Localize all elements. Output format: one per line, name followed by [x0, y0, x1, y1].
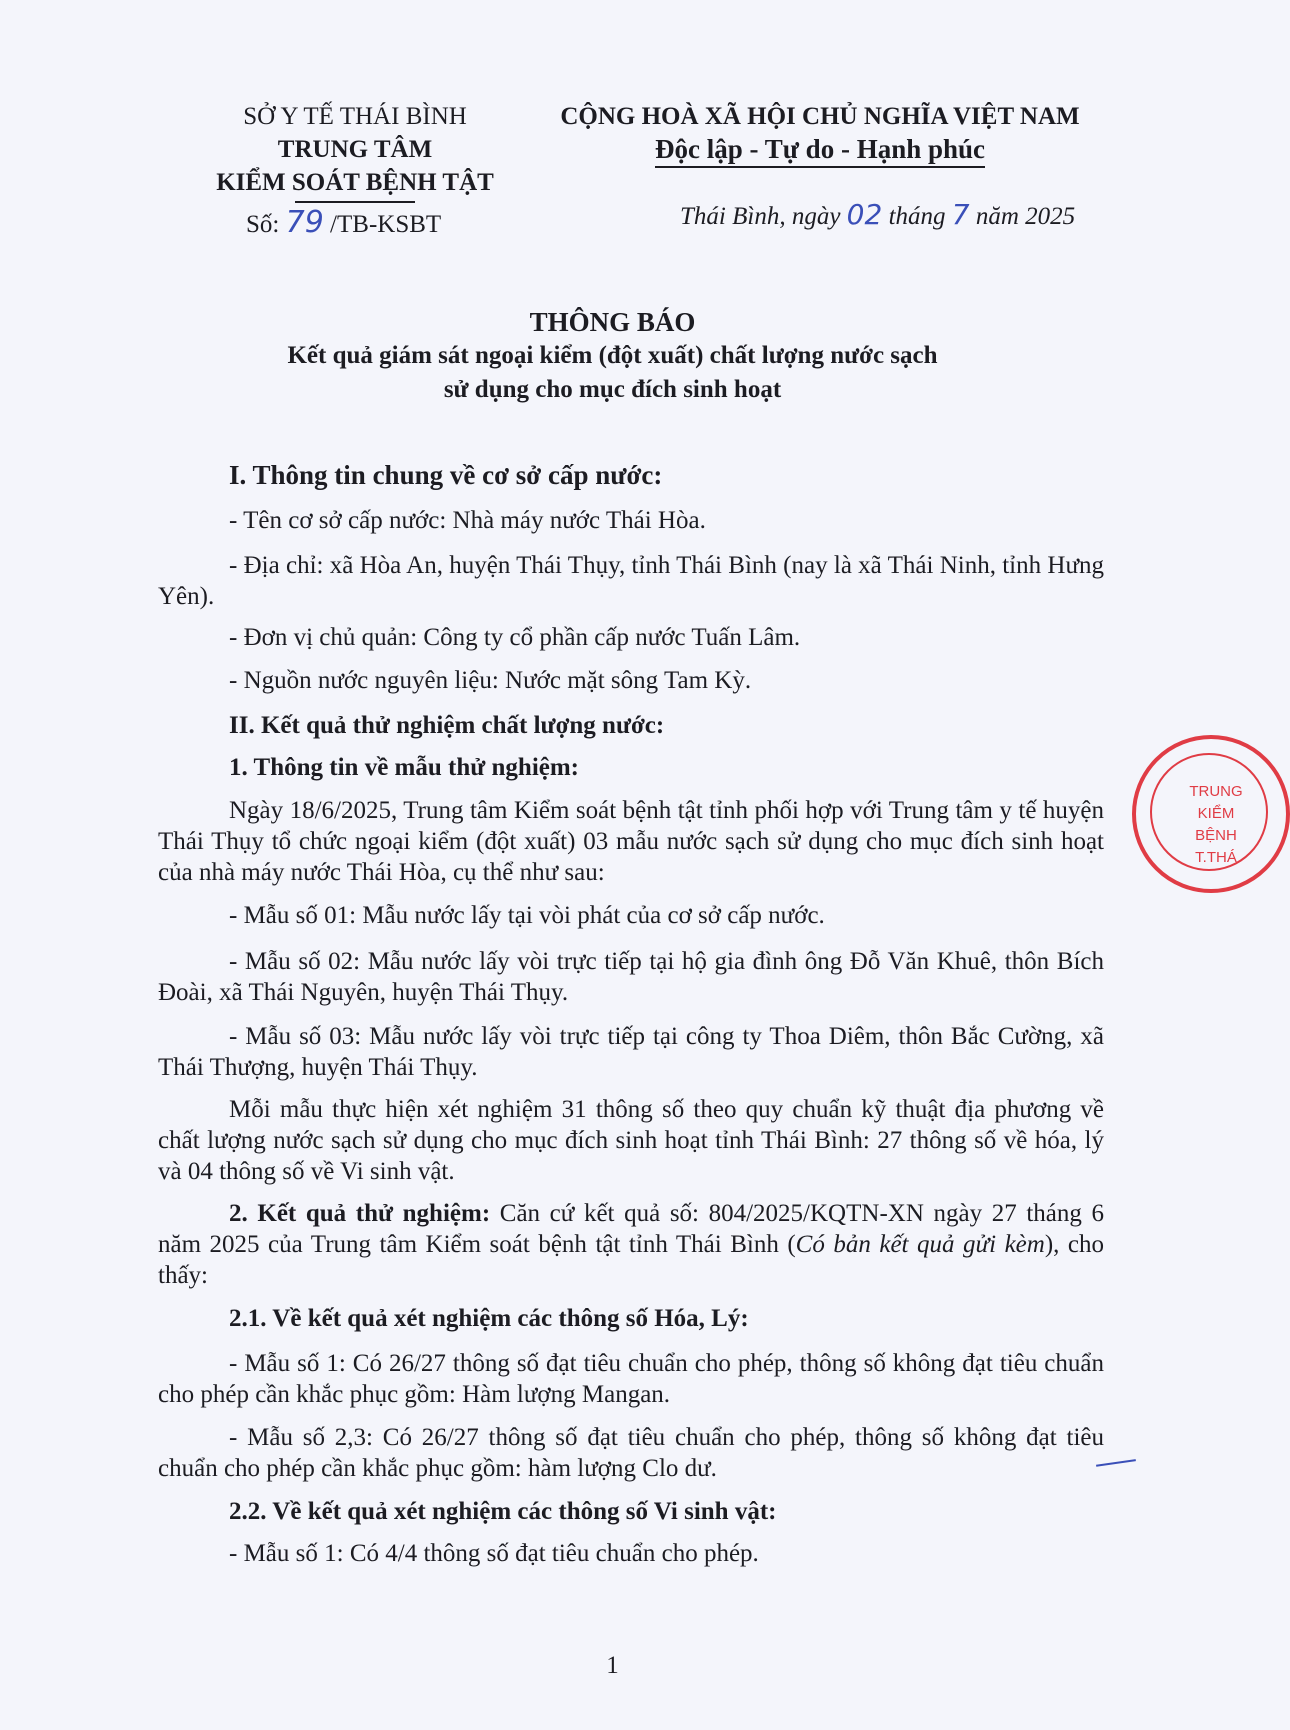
- sub2-text-a: Căn cứ kết quả số: 804/2025/KQTN-XN ngày 27 tháng 6 năm 2025 của Trung tâm Kiểm soát bệnh tật tỉnh Thái Bình (: [158, 1200, 1104, 1258]
- sub2-paragraph: [158, 1198, 1104, 1291]
- parameters-paragraph: Mỗi mẫu thực hiện xét nghiệm 31 thông số theo quy chuẩn kỹ thuật địa phương về chất lượng nước sạch sử dụng cho mục đích sinh hoạt tỉnh Thái Bình: 27 thông số về hóa, lý và 04 thông số về Vi sinh vật.: [158, 1096, 1104, 1185]
- date-day-handwritten: 02: [846, 198, 883, 231]
- sub22-heading: 2.2. Về kết quả xét nghiệm các thông số Vi sinh vật:: [229, 1498, 777, 1525]
- sub21-heading: 2.1. Về kết quả xét nghiệm các thông số Hóa, Lý:: [229, 1305, 749, 1332]
- department-name: SỞ Y TẾ THÁI BÌNH: [243, 103, 467, 130]
- micro-sample1: - Mẫu số 1: Có 4/4 thông số đạt tiêu chuẩn cho phép.: [229, 1540, 759, 1567]
- sub2-text-b: ), cho thấy:: [158, 1231, 1105, 1289]
- sub2-text-italic: Có bản kết quả gửi kèm: [795, 1231, 1045, 1258]
- title-line3: sử dụng cho mục đích sinh hoạt: [443, 376, 782, 403]
- facility-address: - Địa chỉ: xã Hòa An, huyện Thái Thụy, tỉnh Thái Bình (nay là xã Thái Ninh, tỉnh Hưng Yên).: [158, 552, 1104, 610]
- sample2: - Mẫu số 02: Mẫu nước lấy vòi trực tiếp tại hộ gia đình ông Đỗ Văn Khuê, thôn Bích Đoài, xã Thái Nguyên, huyện Thái Thụy.: [158, 948, 1104, 1006]
- number-handwritten: 79: [285, 205, 324, 240]
- section1-heading: I. Thông tin chung về cơ sở cấp nước:: [229, 460, 663, 490]
- number-suffix: /TB-KSBT: [330, 211, 442, 238]
- stamp-text-3: BỆNH: [1195, 827, 1237, 844]
- organization-line1: TRUNG TÂM: [277, 136, 433, 163]
- stamp-text-2: KIỂM: [1197, 805, 1235, 822]
- stamp-text-4: T.THÁ: [1195, 849, 1237, 866]
- number-prefix: Số:: [246, 211, 280, 238]
- section2-heading: II. Kết quả thử nghiệm chất lượng nước:: [229, 712, 665, 739]
- page-number: 1: [606, 1652, 619, 1679]
- sub1-heading: 1. Thông tin về mẫu thử nghiệm:: [229, 754, 580, 781]
- sub2-heading: 2. Kết quả thử nghiệm:: [229, 1200, 491, 1227]
- document-number: [246, 206, 441, 242]
- facility-owner: - Đơn vị chủ quản: Công ty cổ phần cấp nước Tuấn Lâm.: [229, 624, 801, 651]
- document-title: THÔNG BÁO: [529, 307, 696, 337]
- chem-sample23: - Mẫu số 2,3: Có 26/27 thông số đạt tiêu chuẩn cho phép, thông số không đạt tiêu chuẩn cho phép cần khắc phục gồm: hàm lượng Clo dư.: [158, 1424, 1104, 1482]
- header-left: [190, 100, 520, 203]
- official-stamp: [1132, 735, 1290, 893]
- water-source: - Nguồn nước nguyên liệu: Nước mặt sông Tam Kỳ.: [229, 667, 752, 694]
- organization-line2: KIỂM SOÁT BỆNH TẬT: [216, 169, 494, 196]
- sample1: - Mẫu số 01: Mẫu nước lấy tại vòi phát của cơ sở cấp nước.: [229, 902, 825, 929]
- date-year: năm 2025: [975, 203, 1076, 230]
- stamp-text-1: TRUNG: [1189, 783, 1243, 800]
- sub1-intro: Ngày 18/6/2025, Trung tâm Kiểm soát bệnh tật tỉnh phối hợp với Trung tâm y tế huyện Thái Thụy tổ chức ngoại kiểm (đột xuất) 03 mẫu nước sạch sử dụng cho mục đích sinh hoạt của nhà máy nước Thái Hòa, cụ thể như sau:: [158, 797, 1104, 886]
- motto: Độc lập - Tự do - Hạnh phúc: [655, 133, 985, 168]
- date-place: Thái Bình, ngày: [680, 203, 841, 230]
- header-right: [555, 100, 1085, 168]
- header-left-underline: [295, 201, 415, 203]
- chem-sample1: - Mẫu số 1: Có 26/27 thông số đạt tiêu chuẩn cho phép, thông số không đạt tiêu chuẩn cho phép cần khắc phục gồm: Hàm lượng Mangan.: [158, 1350, 1104, 1408]
- nation-name: CỘNG HOÀ XÃ HỘI CHỦ NGHĨA VIỆT NAM: [560, 103, 1080, 130]
- date-month-label: tháng: [888, 203, 946, 230]
- sample3: - Mẫu số 03: Mẫu nước lấy vòi trực tiếp tại công ty Thoa Diêm, thôn Bắc Cường, xã Thái Thượng, huyện Thái Thụy.: [158, 1023, 1104, 1081]
- facility-name: - Tên cơ sở cấp nước: Nhà máy nước Thái Hòa.: [229, 507, 706, 534]
- date-line: [680, 198, 1075, 234]
- date-month-handwritten: 7: [951, 198, 970, 231]
- title-line2: Kết quả giám sát ngoại kiểm (đột xuất) chất lượng nước sạch: [287, 342, 938, 369]
